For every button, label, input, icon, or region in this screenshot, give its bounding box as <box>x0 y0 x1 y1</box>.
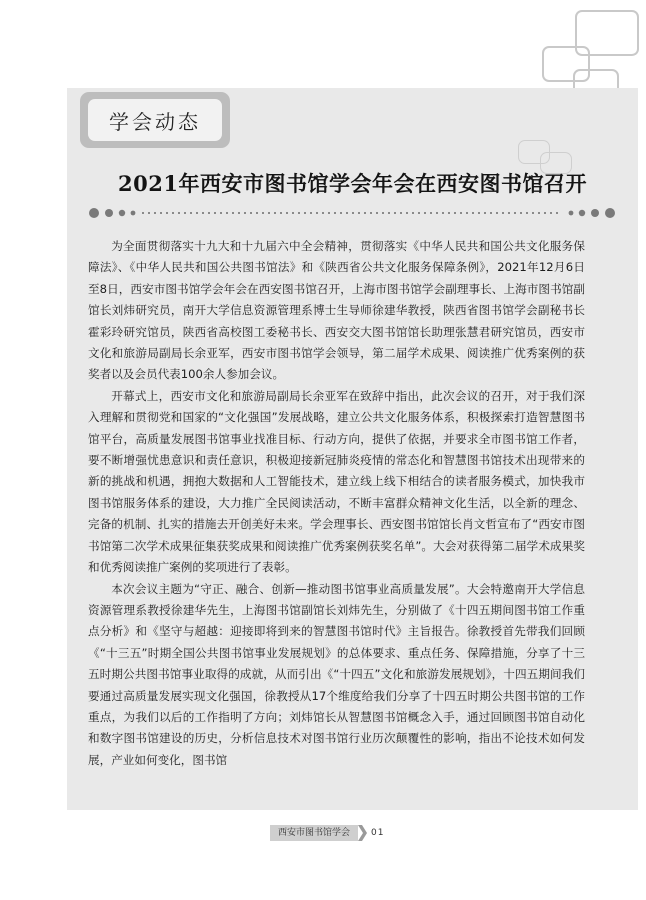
page-number: 01 <box>371 828 385 838</box>
article-title: 2021年西安市图书馆学会年会在西安图书馆召开 <box>118 171 587 196</box>
page-footer <box>270 825 388 841</box>
footer-publication: 西安市图书馆学会 <box>270 825 358 841</box>
article-paragraph: 为全面贯彻落实十九大和十九届六中全会精神，贯彻落实《中华人民共和国公共文化服务保障法》、《中华人民共和国公共图书馆法》和《陕西省公共文化服务保障条例》，2021年12月6日至8日，西安市图书馆学会年会在西安图书馆召开，上海市图书馆学会副理事长、上海市图书馆副馆长刘炜研究员，南开大学信息资源管理系博士生导师徐建华教授，陕西省图书馆学会副秘书长霍彩玲研究馆员，陕西省高校图工委秘书长、西安交大图书馆馆长助理张慧君研究馆员，西安市文化和旅游局副局长余亚军，西安市图书馆学会领导，第二届学术成果、阅读推广优秀案例的获奖者以及会员代表100余人参加会议。 <box>88 239 585 382</box>
article-paragraph: 本次会议主题为“守正、融合、创新—推动图书馆事业高质量发展”。大会特邀南开大学信息资源管理系教授徐建华先生，上海图书馆副馆长刘炜先生，分别做了《十四五期间图书馆工作重点分析》和《坚守与超越：迎接即将到来的智慧图书馆时代》主旨报告。徐教授首先带我们回顾《“十三五”时期全国公共图书馆事业发展规划》的总体要求、重点任务、保障措施，分享了十三五时期公共图书馆事业取得的成就，从而引出《“十四五”文化和旅游发展规划》，十四五期间我们要通过高质量发展实现文化强国，徐教授从17个维度给我们分享了十四五时期公共图书馆的工作重点，为我们以后的工作指明了方向；刘炜馆长从智慧图书馆概念入手，通过回顾图书馆自动化和数字图书馆建设的历史，分析信息技术对图书馆行业历次颠覆性的影响，指出不论技术如何发展，产业如何变化，图书馆 <box>88 581 585 767</box>
dotted-divider <box>88 205 616 221</box>
footer-separator <box>358 825 367 841</box>
article-body <box>88 236 585 783</box>
section-label: 学会动态 <box>88 99 222 141</box>
article-paragraph: 开幕式上，西安市文化和旅游局副局长余亚军在致辞中指出，此次会议的召开，对于我们深入理解和贯彻党和国家的“文化强国”发展战略，建立公共文化服务体系，积极探索打造智慧图书馆平台，高质量发展图书馆事业找准目标、行动方向，提供了依据，并要求全市图书馆工作者，要不断增强忧患意识和责任意识，积极迎接新冠肺炎疫情的常态化和智慧图书馆技术出现带来的新的挑战和机遇，拥抱大数据和人工智能技术，建立线上线下相结合的读者服务模式，加快我市图书馆服务体系的建设，大力推广全民阅读活动，不断丰富群众精神文化生活，以全新的理念、完备的机制、扎实的措施去开创美好未来。学会理事长、西安图书馆馆长肖文哲宣布了“西安市图书馆第二次学术成果征集获奖成果和阅读推广优秀案例获奖名单”。大会对获得第二届学术成果奖和优秀阅读推广案例的奖项进行了表彰。 <box>88 388 585 575</box>
